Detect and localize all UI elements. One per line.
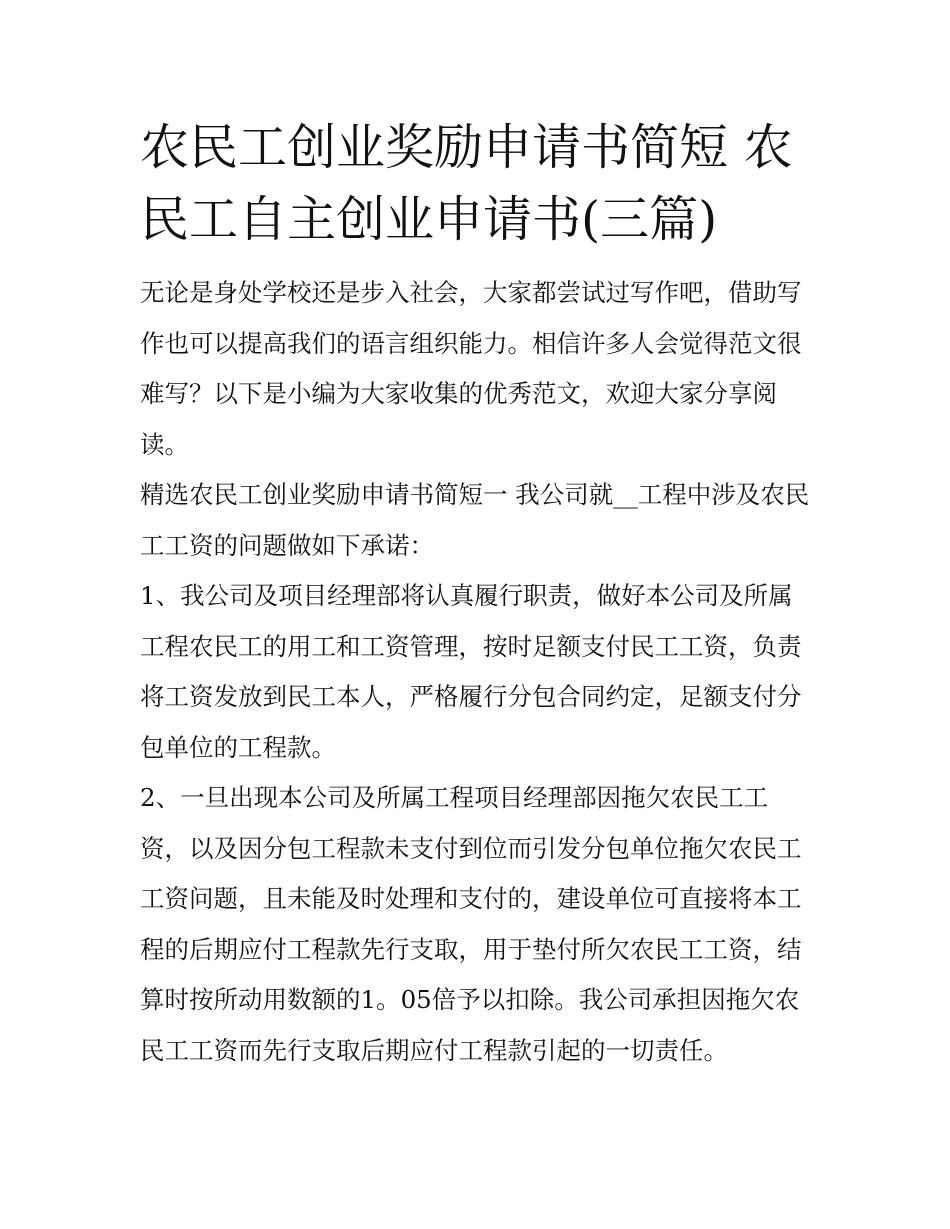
document-title <box>140 112 812 256</box>
text-line: 2、一旦出现本公司及所属工程项目经理部因拖欠农民工工 <box>140 783 769 812</box>
text-line: 工程农民工的用工和工资管理，按时足额支付民工工资，负责 <box>140 631 802 661</box>
text-line: 包单位的工程款。 <box>140 732 336 762</box>
text-line: 精选农民工创业奖励申请书简短一 我公司就__工程中涉及农民 <box>140 480 810 509</box>
section-heading-paragraph <box>140 470 812 571</box>
text-line: 难写？以下是小编为大家收集的优秀范文，欢迎大家分享阅 <box>140 379 777 408</box>
document-content <box>140 112 812 1076</box>
text-line: 读。 <box>140 429 189 459</box>
item-1-paragraph <box>140 571 812 773</box>
text-line: 算时按所动用数额的1。05倍予以扣除。我公司承担因拖欠农 <box>140 985 800 1014</box>
intro-paragraph <box>140 268 812 470</box>
text-line: 程的后期应付工程款先行支取，用于垫付所欠农民工工资，结 <box>140 934 802 964</box>
text-line: 民工工资而先行支取后期应付工程款引起的一切责任。 <box>140 1035 728 1065</box>
text-line: 1、我公司及项目经理部将认真履行职责，做好本公司及所属 <box>140 581 793 610</box>
text-line: 工工资的问题做如下承诺： <box>140 530 434 560</box>
text-line: 工资问题，且未能及时处理和支付的，建设单位可直接将本工 <box>140 884 802 913</box>
document-body <box>140 268 812 1076</box>
text-line: 资，以及因分包工程款未支付到位而引发分包单位拖欠农民工 <box>140 833 802 863</box>
title-line: 民工自主创业申请书(三篇) <box>140 191 718 248</box>
text-line: 作也可以提高我们的语言组织能力。相信许多人会觉得范文很 <box>140 328 802 358</box>
text-line: 无论是身处学校还是步入社会，大家都尝试过写作吧，借助写 <box>140 278 802 307</box>
item-2-paragraph <box>140 773 812 1076</box>
title-line: 农民工创业奖励申请书简短 农 <box>140 119 793 176</box>
text-line: 将工资发放到民工本人，严格履行分包合同约定，足额支付分 <box>140 682 802 711</box>
